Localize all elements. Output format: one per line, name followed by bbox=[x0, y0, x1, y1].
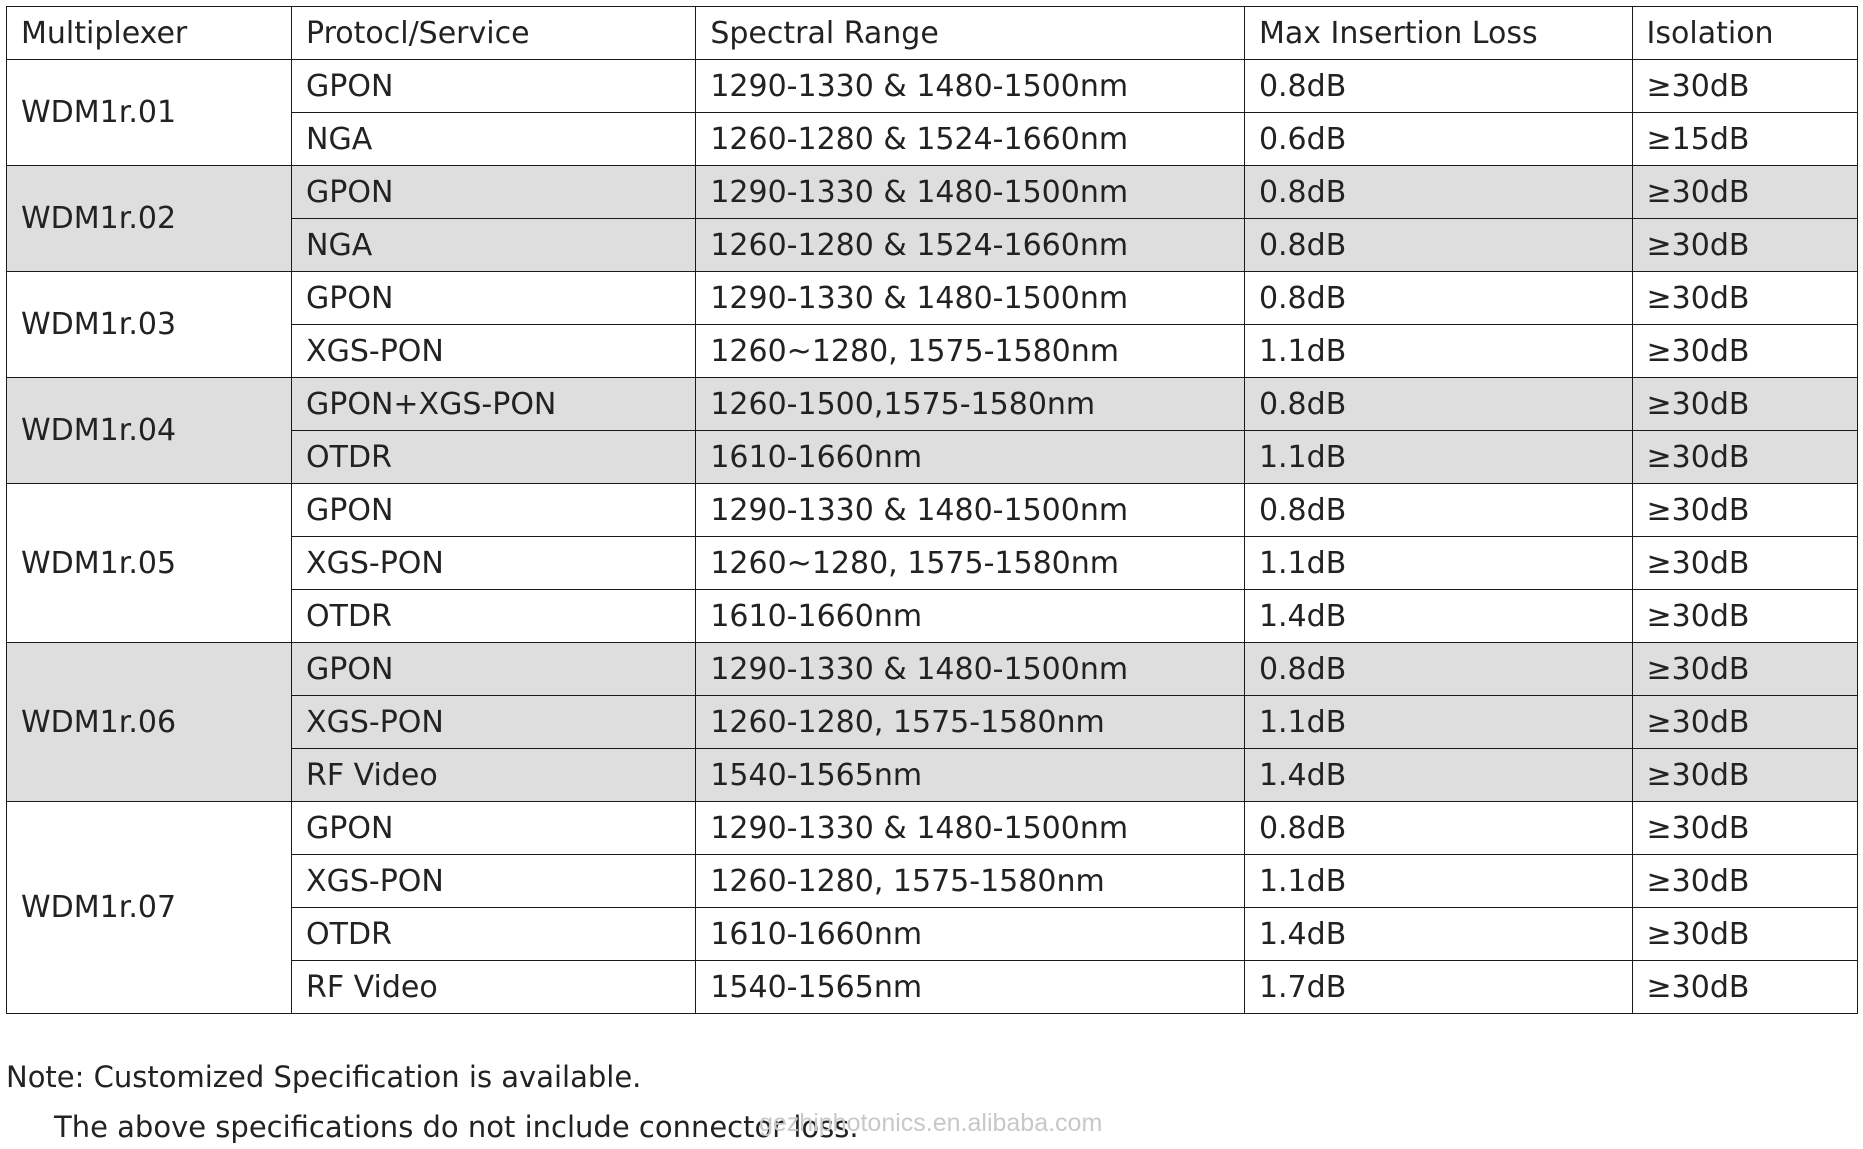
header-row bbox=[7, 7, 1858, 60]
table-row bbox=[7, 378, 1858, 431]
cell-spectral-range: 1260~1280, 1575-1580nm bbox=[696, 537, 1245, 590]
cell-insertion-loss: 1.1dB bbox=[1244, 696, 1632, 749]
table-row bbox=[7, 60, 1858, 113]
cell-service: OTDR bbox=[292, 431, 696, 484]
cell-insertion-loss: 0.8dB bbox=[1244, 802, 1632, 855]
cell-isolation: ≥30dB bbox=[1632, 537, 1857, 590]
cell-spectral-range: 1260-1500,1575-1580nm bbox=[696, 378, 1245, 431]
cell-isolation: ≥30dB bbox=[1632, 325, 1857, 378]
cell-service: XGS-PON bbox=[292, 537, 696, 590]
cell-multiplexer: WDM1r.01 bbox=[7, 60, 292, 166]
cell-isolation: ≥30dB bbox=[1632, 166, 1857, 219]
cell-service: RF Video bbox=[292, 749, 696, 802]
col-header-isolation: Isolation bbox=[1632, 7, 1857, 60]
cell-multiplexer: WDM1r.02 bbox=[7, 166, 292, 272]
cell-spectral-range: 1260-1280 & 1524-1660nm bbox=[696, 113, 1245, 166]
note-connector-loss: The above specifications do not include connector loss. bbox=[54, 1110, 859, 1144]
spec-table bbox=[6, 6, 1858, 1014]
cell-service: XGS-PON bbox=[292, 696, 696, 749]
cell-spectral-range: 1290-1330 & 1480-1500nm bbox=[696, 643, 1245, 696]
cell-spectral-range: 1260-1280 & 1524-1660nm bbox=[696, 219, 1245, 272]
cell-insertion-loss: 1.4dB bbox=[1244, 590, 1632, 643]
cell-service: XGS-PON bbox=[292, 855, 696, 908]
cell-insertion-loss: 1.4dB bbox=[1244, 749, 1632, 802]
cell-insertion-loss: 0.8dB bbox=[1244, 378, 1632, 431]
cell-multiplexer: WDM1r.06 bbox=[7, 643, 292, 802]
cell-insertion-loss: 1.7dB bbox=[1244, 961, 1632, 1014]
cell-isolation: ≥30dB bbox=[1632, 431, 1857, 484]
cell-isolation: ≥30dB bbox=[1632, 908, 1857, 961]
cell-isolation: ≥30dB bbox=[1632, 272, 1857, 325]
cell-insertion-loss: 0.8dB bbox=[1244, 643, 1632, 696]
spec-table-body bbox=[7, 60, 1858, 1014]
cell-spectral-range: 1540-1565nm bbox=[696, 961, 1245, 1014]
cell-spectral-range: 1260-1280, 1575-1580nm bbox=[696, 696, 1245, 749]
col-header-service: Protocl/Service bbox=[292, 7, 696, 60]
cell-spectral-range: 1260~1280, 1575-1580nm bbox=[696, 325, 1245, 378]
cell-spectral-range: 1610-1660nm bbox=[696, 590, 1245, 643]
cell-service: GPON+XGS-PON bbox=[292, 378, 696, 431]
cell-isolation: ≥30dB bbox=[1632, 60, 1857, 113]
cell-spectral-range: 1540-1565nm bbox=[696, 749, 1245, 802]
cell-multiplexer: WDM1r.07 bbox=[7, 802, 292, 1014]
cell-multiplexer: WDM1r.05 bbox=[7, 484, 292, 643]
cell-insertion-loss: 0.8dB bbox=[1244, 272, 1632, 325]
cell-service: OTDR bbox=[292, 590, 696, 643]
cell-insertion-loss: 0.6dB bbox=[1244, 113, 1632, 166]
note-customized: Note: Customized Specification is available. bbox=[6, 1060, 642, 1094]
cell-insertion-loss: 1.1dB bbox=[1244, 855, 1632, 908]
cell-insertion-loss: 0.8dB bbox=[1244, 219, 1632, 272]
cell-insertion-loss: 0.8dB bbox=[1244, 484, 1632, 537]
cell-service: GPON bbox=[292, 802, 696, 855]
cell-isolation: ≥30dB bbox=[1632, 696, 1857, 749]
cell-isolation: ≥30dB bbox=[1632, 590, 1857, 643]
cell-spectral-range: 1290-1330 & 1480-1500nm bbox=[696, 484, 1245, 537]
table-row bbox=[7, 166, 1858, 219]
cell-isolation: ≥30dB bbox=[1632, 749, 1857, 802]
cell-insertion-loss: 0.8dB bbox=[1244, 166, 1632, 219]
table-row bbox=[7, 643, 1858, 696]
cell-insertion-loss: 1.1dB bbox=[1244, 537, 1632, 590]
cell-service: GPON bbox=[292, 643, 696, 696]
cell-multiplexer: WDM1r.03 bbox=[7, 272, 292, 378]
cell-isolation: ≥30dB bbox=[1632, 855, 1857, 908]
cell-service: RF Video bbox=[292, 961, 696, 1014]
cell-isolation: ≥30dB bbox=[1632, 484, 1857, 537]
cell-service: GPON bbox=[292, 484, 696, 537]
cell-isolation: ≥30dB bbox=[1632, 378, 1857, 431]
table-row bbox=[7, 272, 1858, 325]
cell-insertion-loss: 1.1dB bbox=[1244, 431, 1632, 484]
cell-spectral-range: 1290-1330 & 1480-1500nm bbox=[696, 166, 1245, 219]
cell-spectral-range: 1290-1330 & 1480-1500nm bbox=[696, 272, 1245, 325]
cell-isolation: ≥15dB bbox=[1632, 113, 1857, 166]
col-header-spectral-range: Spectral Range bbox=[696, 7, 1245, 60]
cell-service: GPON bbox=[292, 60, 696, 113]
cell-isolation: ≥30dB bbox=[1632, 961, 1857, 1014]
cell-spectral-range: 1610-1660nm bbox=[696, 431, 1245, 484]
table-row bbox=[7, 484, 1858, 537]
cell-spectral-range: 1290-1330 & 1480-1500nm bbox=[696, 802, 1245, 855]
cell-spectral-range: 1610-1660nm bbox=[696, 908, 1245, 961]
cell-service: NGA bbox=[292, 113, 696, 166]
cell-spectral-range: 1260-1280, 1575-1580nm bbox=[696, 855, 1245, 908]
cell-service: NGA bbox=[292, 219, 696, 272]
cell-service: XGS-PON bbox=[292, 325, 696, 378]
cell-service: OTDR bbox=[292, 908, 696, 961]
cell-service: GPON bbox=[292, 166, 696, 219]
cell-insertion-loss: 0.8dB bbox=[1244, 60, 1632, 113]
cell-service: GPON bbox=[292, 272, 696, 325]
cell-insertion-loss: 1.4dB bbox=[1244, 908, 1632, 961]
col-header-insertion-loss: Max Insertion Loss bbox=[1244, 7, 1632, 60]
cell-multiplexer: WDM1r.04 bbox=[7, 378, 292, 484]
cell-isolation: ≥30dB bbox=[1632, 802, 1857, 855]
watermark: gezhiphotonics.en.alibaba.com bbox=[759, 1109, 1103, 1137]
cell-spectral-range: 1290-1330 & 1480-1500nm bbox=[696, 60, 1245, 113]
cell-isolation: ≥30dB bbox=[1632, 219, 1857, 272]
col-header-multiplexer: Multiplexer bbox=[7, 7, 292, 60]
table-row bbox=[7, 802, 1858, 855]
cell-isolation: ≥30dB bbox=[1632, 643, 1857, 696]
cell-insertion-loss: 1.1dB bbox=[1244, 325, 1632, 378]
